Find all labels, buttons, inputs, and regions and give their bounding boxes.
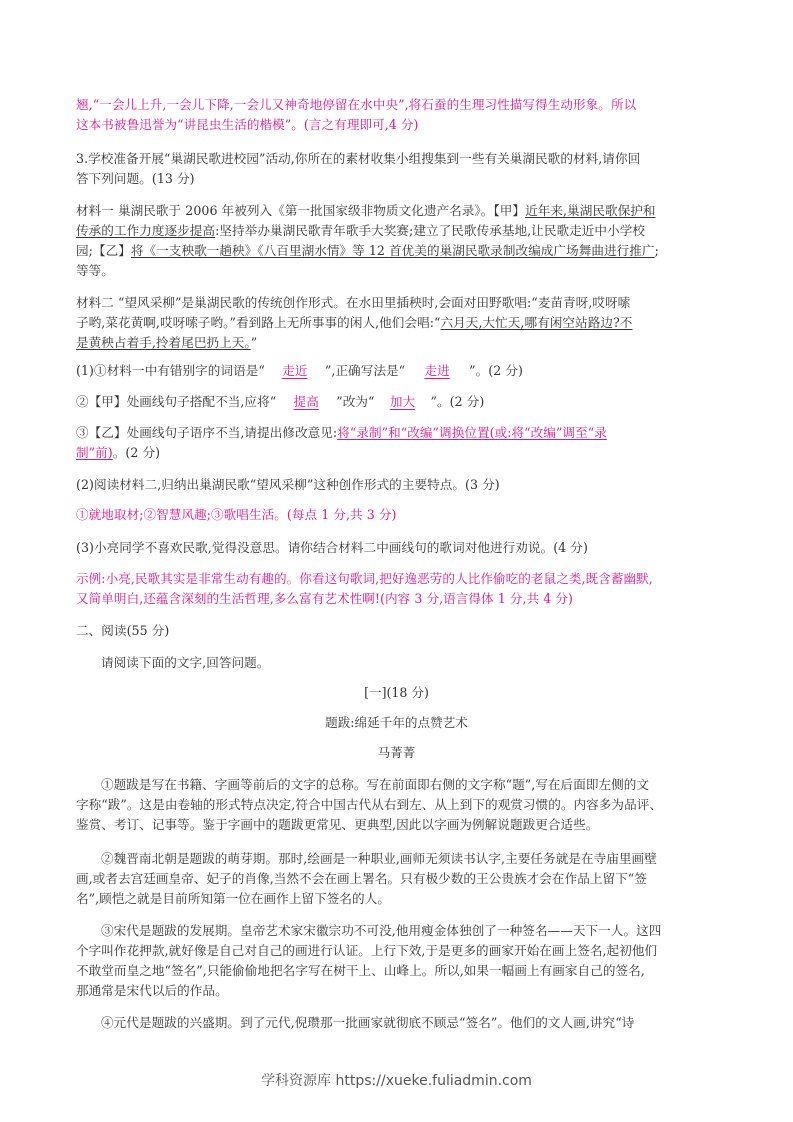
paragraph-1-line-1: ①题跋是写在书籍、字画等前后的文字的总称。写在前面即右侧的文字称“题”,写在后面即左侧的文	[101, 777, 650, 792]
question-text: ”。(2 分)	[430, 394, 485, 409]
sub-question-1-part-1	[76, 362, 523, 380]
footer-watermark: 学科资源库 https://xueke.fuliadmin.com	[261, 1073, 532, 1089]
answer-blank: 走进	[424, 363, 450, 378]
paragraph-3-line-1: ③宋代是题跋的发展期。皇帝艺术家宋徽宗功不可没,他用瘦金体独创了一种签名——天下一人。这四	[101, 923, 662, 938]
reading-instruction: 请阅读下面的文字,回答问题。	[101, 655, 270, 670]
underlined-sentence-jia-cont: 传承的工作力度逐步提高	[76, 223, 216, 238]
sub-question-3-answer-line-2: 又简单明白,还蕴含深刻的生活哲理,多么富有艺术性啊!(内容 3 分,语言得体 1 分,共 4 分)	[76, 591, 574, 606]
answer-blank: 提高	[293, 394, 319, 409]
sub-question-3-answer-line-1: 示例:小亮,民歌其实是非常生动有趣的。你看这句歌词,把好逸恶劳的人比作偷吃的老鼠之类,既含蓄幽默,	[76, 571, 653, 586]
material-2-line-1: 材料二 “望风采柳”是巢湖民歌的传统创作形式。在水田里插秧时,会面对田野歌唱:“麦苗青呀,哎呀嗦	[76, 295, 631, 310]
underlined-sentence-jia: 近年来,巢湖民歌保护和	[525, 203, 656, 218]
sub-question-2: (2)阅读材料二,归纳出巢湖民歌“望风采柳”这种创作形式的主要特点。(3 分)	[76, 477, 500, 492]
paragraph-1-line-2: 字称“跋”。这是由卷轴的形式特点决定,符合中国古代从右到左、从上到下的观赏习惯的。内容多为品评、	[76, 797, 662, 812]
previous-answer-line-2: 这本书被鲁迅誉为“讲昆虫生活的楷模”。(言之有理即可,4 分)	[76, 117, 419, 132]
paragraph-2-line-3: 名”,顾恺之就是目前所知第一位在画作上留下签名的人。	[76, 891, 390, 906]
answer-blank: 加大	[389, 394, 416, 409]
material-1-line-2	[76, 222, 645, 240]
material-1-text: 园;【乙】	[76, 243, 131, 258]
paragraph-2-line-1: ②魏晋南北朝是题跋的萌芽期。那时,绘画是一种职业,画师无须读书认字,主要任务就是在寺庙里画壁	[101, 851, 657, 866]
underlined-lyrics-cont: 是黄秧占着手,拎着尾巴扔上天。	[76, 335, 251, 350]
underlined-lyrics: 六月天,大忙天,哪有闲空站路边?不	[440, 315, 633, 330]
material-1-line-4: 等等。	[76, 263, 114, 278]
paragraph-4-line-1: ④元代是题跋的兴盛期。到了元代,倪瓒那一批画家就彻底不顾忌“签名”。他们的文人画,讲究“诗	[101, 1015, 635, 1030]
material-2-text: 子哟,菜花黄啊,哎呀嗦子哟。”看到路上无所事事的闲人,他们会唱:“	[76, 315, 441, 330]
sub-question-1-part-3	[76, 424, 607, 442]
question-text: ”,正确写法是“	[324, 363, 406, 378]
underlined-sentence-yi: 将《一支秧歌一趟秧》《八百里湖水情》等 12 首优美的巢湖民歌录制改编成广场舞曲进行推广	[130, 243, 655, 258]
question-text: ②【甲】处画线句子搭配不当,应将“	[76, 394, 277, 409]
sub-question-2-answer: ①就地取材;②智慧风趣;③歌唱生活。(每点 1 分,共 3 分)	[76, 507, 397, 522]
question-text: 。(2 分)	[112, 445, 161, 460]
part-label: [一](18 分)	[364, 685, 429, 700]
question-3-line-2: 答下列问题。(13 分)	[76, 171, 195, 186]
section-heading: 二、阅读(55 分)	[76, 623, 170, 638]
material-1-line-3	[76, 242, 659, 260]
paragraph-3-line-2: 个字叫作花押款,就好像是自己对自己的画进行认证。上行下效,于是更多的画家开始在画上签名,起初他们	[76, 943, 658, 958]
material-1-text: ;	[654, 243, 659, 258]
material-1-text: :坚持举办巢湖民歌青年歌手大奖赛;建立了民歌传承基地,让民歌走近中小学校	[215, 223, 645, 238]
article-title: 题跋:绵延千年的点赞艺术	[325, 715, 468, 730]
sub-question-1-part-2	[76, 393, 484, 411]
question-text: (1)①材料一中有错别字的词语是“	[76, 363, 265, 378]
material-2-text: ”	[250, 335, 258, 350]
answer-blank: 制”前)	[76, 445, 113, 460]
sub-question-3: (3)小亮同学不喜欢民歌,觉得没意思。请你结合材料二中画线句的歌词对他进行劝说。(4 分)	[76, 540, 588, 555]
question-text: ”。(2 分)	[469, 363, 523, 378]
material-1-text: 材料一 巢湖民歌于 2006 年被列入《第一批国家级非物质文化遗产名录》。【甲】	[76, 203, 526, 218]
previous-answer-line-1: 翘,“一会儿上升,一会儿下降,一会儿又神奇地停留在水中央”,将石蚕的生理习性描写得生动形象。所以	[76, 97, 637, 112]
material-2-line-3	[76, 334, 257, 352]
answer-blank: 走近	[282, 363, 308, 378]
paragraph-2-line-2: 画,或者去宫廷画皇帝、妃子的肖像,当然不会在画上署名。只有极少数的王公贵族才会在作品上留下“签	[76, 871, 647, 886]
paragraph-3-line-4: 那通常是宋代以后的作品。	[76, 983, 228, 998]
paragraph-1-line-3: 鉴赏、考订、记事等。鉴于字画中的题跋更常见、更典型,因此以字画为例解说题跋更合适些。	[76, 817, 599, 832]
sub-question-1-part-3-cont	[76, 444, 160, 462]
material-2-line-2	[76, 314, 632, 332]
question-text: ”改为“	[336, 394, 375, 409]
material-1-line-1	[76, 202, 656, 220]
paragraph-3-line-3: 不敢堂而皇之地“签名”,只能偷偷地把名字写在树干上、山峰上。所以,如果一幅画上有画家自己的签名,	[76, 963, 645, 978]
article-author: 马菁菁	[377, 745, 416, 760]
question-text: ③【乙】处画线句子语序不当,请提出修改意见:	[76, 425, 338, 440]
answer-blank: 将“录制”和“改编”调换位置(或:将“改编”调至“录	[337, 425, 607, 440]
question-3-line-1: 3.学校准备开展“巢湖民歌进校园”活动,你所在的素材收集小组搜集到一些有关巢湖民歌的材料,请你回	[76, 151, 641, 166]
